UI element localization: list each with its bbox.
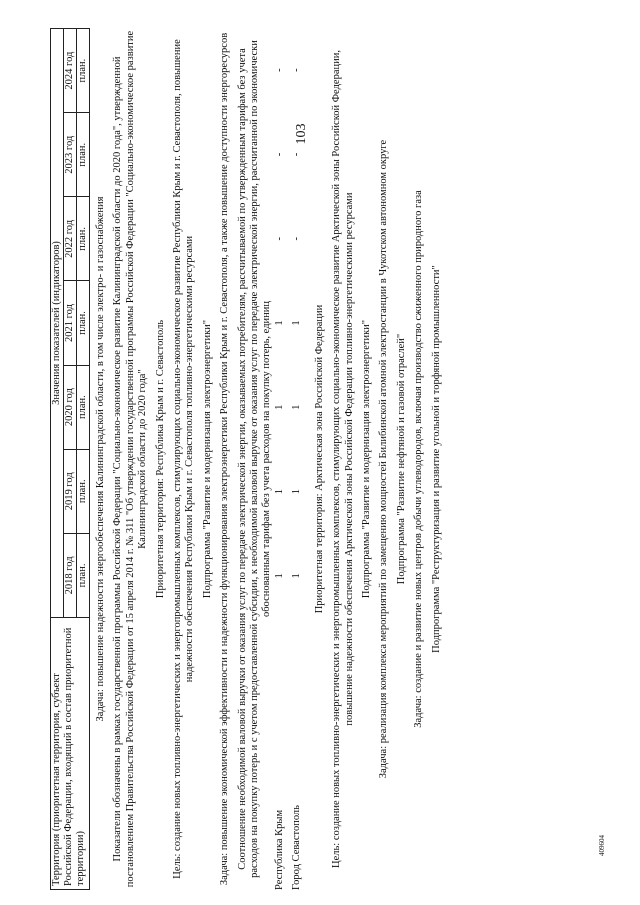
territory-name: Республика Крым [273,809,285,890]
priority-territory: Приоритетная территория: Республика Крым и г. Севастополь [154,319,166,599]
plan-label: план. [77,197,90,281]
year-header: 2024 год [64,29,77,113]
value-cell: - [273,236,285,241]
subprogram-title: Подпрограмма "Развитие и модернизация электроэнергетики" [360,319,372,599]
plan-label: план. [77,365,90,449]
task-line: Задача: создание и развитие новых центров добычи углеводородов, включая производство сжиженного природного газа [413,190,425,728]
indicators-note: Показатели обозначены в рамках государственной программы Российской Федерации "Социально-экономическое развитие Калининградской области до 2020 года", утвержденной постановлением Правительства Российской Федерации от 15 апреля 2014 г. № 311 "Об утверждении государственной программы Российской Федерации "Социально-экономическое развитие Калининградской области до 2020 года" [112,30,149,888]
value-cell: 1 [273,404,285,410]
value-cell: - [273,68,285,72]
value-cell: 1 [291,320,303,326]
plan-label: план. [77,29,90,113]
value-cell: 1 [291,573,303,579]
subprogram-title: Подпрограмма "Реструктуризация и развитие угольной и торфяной промышленности" [430,265,442,653]
values-header: Значения показателей (индикаторов) [51,29,64,618]
table-body [90,28,443,890]
year-header: 2018 год [64,533,77,617]
plan-label: план. [77,449,90,533]
page-number: 103 [294,123,309,145]
year-header: 2023 год [64,113,77,197]
value-cell: - [291,152,303,157]
year-header: 2021 год [64,281,77,365]
value-cell: 1 [291,404,303,410]
year-header: 2019 год [64,449,77,533]
task-line: Задача: повышение надежности энергообеспечения Калининградской области, в том числе электро- и газоснабжения [95,196,106,722]
value-cell: 1 [273,320,285,326]
indicator-table-header [50,28,90,890]
value-cell: - [273,152,285,157]
task-line: Задача: реализация комплекса мероприятий по замещению мощностей Билибинской атомной электростанции в Чукотском автономном округе [378,139,390,779]
subprogram-title: Подпрограмма "Развитие нефтяной и газовой отраслей" [395,333,407,585]
goal-line: Цель: создание новых топливно-энергетических и энергопромышленных комплексов, стимулирующих социально-экономическое развитие Арктической зоны Российской Федерации, повышение надежности обеспечения Арктической зоны Российской Федерации топливно-энергетическими ресурсами [331,50,355,868]
year-header: 2022 год [64,197,77,281]
value-cell: 1 [273,488,285,495]
task-line: Задача: повышение экономической эффективности и надежности функционирования электроэнергетики Республики Крым и г. Севастополя, а также повышение доступности энергоресурсов [219,32,231,886]
year-header: 2020 год [64,365,77,449]
rotated-content [50,28,585,890]
value-cell: 1 [291,488,303,495]
value-cell: - [291,68,303,72]
indicator-text: Соотношение необходимой валовой выручки от оказания услуг по передаче электрической энергии, оказываемых потребителям, рассчитываемой по утвержденным тарифам без учета расходов на покупку потерь и с учетом предоставленной субсидии, к необходимой валовой выручке от оказания услуг по передаче электрической энергии, рассчитанной по экономически обоснованным тарифам без учета расходов на покупку потерь, единиц [236,40,273,878]
territory-column-header: Территория (приоритетная территория, субъект Российской Федерации, входящий в состав приоритетной территории) [51,618,90,890]
territory-name: Город Севастополь [291,805,303,890]
table-row [291,28,303,890]
table-row [274,28,286,890]
subprogram-title: Подпрограмма "Развитие и модернизация электроэнергетики" [201,319,213,599]
plan-label: план. [77,281,90,365]
value-cell: 1 [273,573,285,579]
value-cell: - [291,236,303,241]
goal-line: Цель: создание новых топливно-энергетических и энергопромышленных комплексов, стимулирующих социально-экономическое развитие Республики Крым и г. Севастополя, повышение надежности обеспечения Республики Крым и г. Севастополя топливно-энергетическими ресурсами [172,39,196,879]
plan-label: план. [77,533,90,617]
document-code: 409604 [598,835,606,856]
plan-label: план. [77,113,90,197]
priority-territory: Приоритетная территория: Арктическая зона Российской Федерации [313,304,325,614]
